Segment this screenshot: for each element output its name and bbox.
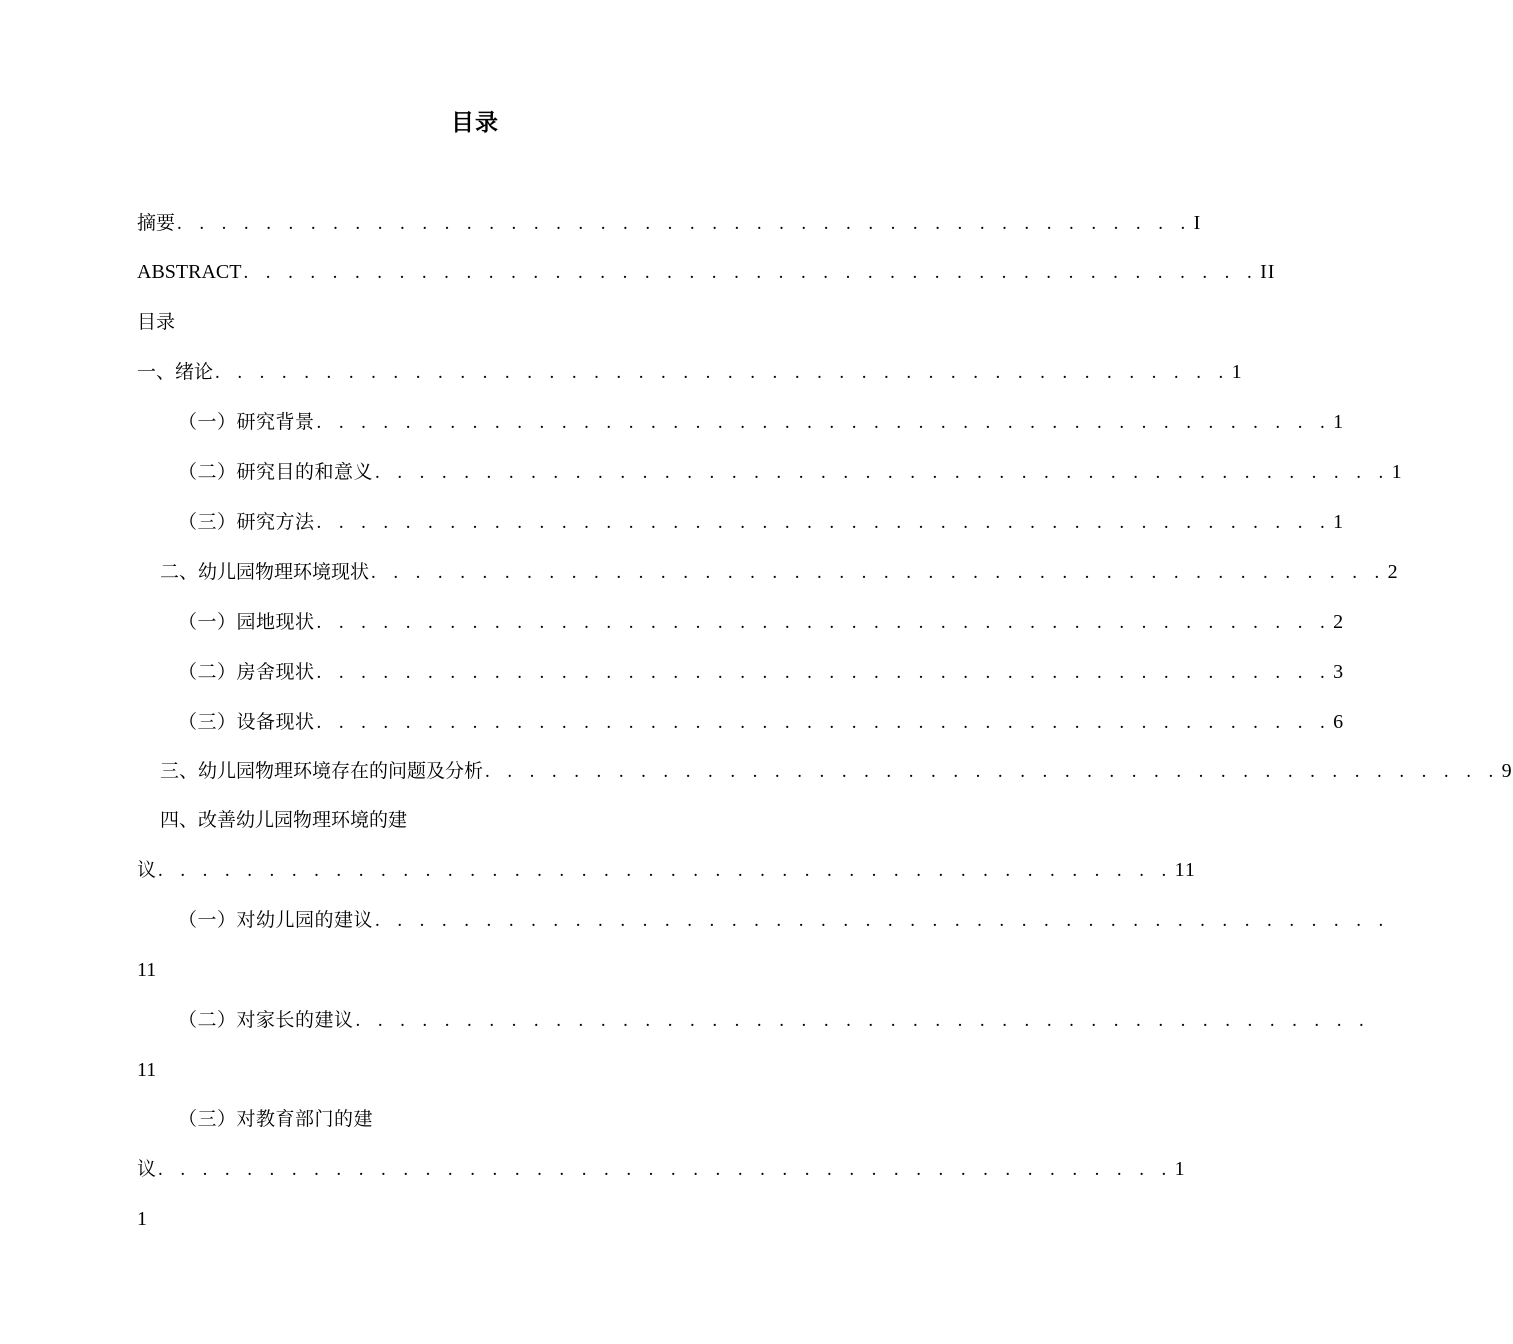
toc-leader-dots: . . . . . . . . . . . . . . . . . . . . . . . . . . . . . . . . . . . . . . . . . . . . . . — [177, 213, 1192, 234]
toc-entry-label: ABSTRACT — [137, 261, 242, 283]
toc-entry-4-3[interactable] — [178, 1102, 678, 1136]
toc-page-number: 11 — [1174, 859, 1196, 881]
toc-leader-dots: . . . . . . . . . . . . . . . . . . . . . . . . . . . . . . . . . . . . . . . . . . . . . . — [316, 662, 1332, 683]
toc-entry-label: （三）研究方法 — [178, 511, 315, 533]
toc-entry-4-3-page-wrap[interactable] — [137, 1202, 337, 1236]
toc-leader-dots: . . . . . . . . . . . . . . . . . . . . . . . . . . . . . . . . . . . . . . . . . . . . . . — [375, 462, 1390, 483]
toc-entry-label: 一、绪论 — [137, 361, 214, 383]
toc-entry-1-3[interactable] — [178, 505, 1345, 539]
toc-entry-4-2[interactable] — [178, 1003, 1371, 1037]
toc-page-number: 1 — [1174, 1158, 1186, 1180]
toc-entry-4-3-cont[interactable] — [137, 1152, 1186, 1186]
toc-entry-4-1-page[interactable] — [137, 953, 337, 987]
toc-entry-label: 摘要 — [137, 212, 176, 234]
toc-entry-label: （三）对教育部门的建 — [178, 1108, 374, 1130]
toc-page-number: 1 — [1333, 411, 1345, 433]
toc-entry-4-1[interactable] — [178, 903, 1390, 937]
toc-entry-label-cont: 议 — [137, 859, 157, 881]
toc-leader-dots: . . . . . . . . . . . . . . . . . . . . . . . . . . . . . . . . . . . . . . . . . . . . . . — [316, 512, 1332, 533]
toc-leader-dots: . . . . . . . . . . . . . . . . . . . . . . . . . . . . . . . . . . . . . . . . . . . . . . — [316, 612, 1332, 633]
toc-entry-chapter-3[interactable] — [160, 754, 1513, 788]
toc-entry-1-1[interactable] — [178, 405, 1345, 439]
toc-entry-4-2-page[interactable] — [137, 1053, 337, 1087]
toc-entry-2-1[interactable] — [178, 605, 1345, 639]
toc-page-number: II — [1260, 261, 1276, 283]
toc-page-number: I — [1193, 212, 1202, 234]
toc-page-number: 6 — [1333, 711, 1345, 733]
toc-page-number: 3 — [1333, 661, 1345, 683]
toc-entry-label: 四、改善幼儿园物理环境的建 — [160, 809, 408, 831]
toc-entry-1-2[interactable] — [178, 455, 1403, 489]
toc-leader-dots: . . . . . . . . . . . . . . . . . . . . . . . . . . . . . . . . . . . . . . . . . . . . . . — [316, 712, 1332, 733]
toc-leader-dots: . . . . . . . . . . . . . . . . . . . . . . . . . . . . . . . . . . . . . . . . . . . . . . — [316, 412, 1332, 433]
toc-entry-label: （一）园地现状 — [178, 611, 315, 633]
toc-page-number: 1 — [1333, 511, 1345, 533]
toc-entry-2-3[interactable] — [178, 705, 1345, 739]
toc-entry-label: 二、幼儿园物理环境现状 — [160, 561, 370, 583]
toc-page-number: 1 — [1231, 361, 1243, 383]
toc-entry-label-cont: 议 — [137, 1158, 157, 1180]
toc-entry-chapter-4-cont[interactable] — [137, 853, 1196, 887]
toc-entry-label: （二）房舍现状 — [178, 661, 315, 683]
toc-page-number: 2 — [1387, 561, 1399, 583]
toc-entry-label: 三、幼儿园物理环境存在的问题及分析 — [160, 760, 484, 782]
toc-entry-label: （一）对幼儿园的建议 — [178, 909, 374, 931]
toc-leader-dots: . . . . . . . . . . . . . . . . . . . . . . . . . . . . . . . . . . . . . . . . . . . . . . — [158, 1159, 1173, 1180]
toc-leader-dots: . . . . . . . . . . . . . . . . . . . . . . . . . . . . . . . . . . . . . . . . . . . . . . — [243, 262, 1259, 283]
toc-entry-chapter-2[interactable] — [160, 555, 1399, 589]
toc-entry-label: （一）研究背景 — [178, 411, 315, 433]
toc-entry-abstract-cn[interactable] — [137, 206, 1202, 240]
toc-page-number: 9 — [1501, 760, 1513, 782]
toc-page-number-cont: 1 — [137, 1208, 147, 1230]
toc-page-number: 11 — [137, 959, 157, 981]
toc-title: 目录 — [451, 110, 499, 136]
toc-entry-contents[interactable] — [137, 305, 437, 339]
toc-page-number: 1 — [1391, 461, 1403, 483]
toc-page-number: 11 — [137, 1059, 157, 1081]
toc-entry-abstract-en[interactable] — [137, 255, 1276, 289]
toc-entry-2-2[interactable] — [178, 655, 1345, 689]
toc-leader-dots: . . . . . . . . . . . . . . . . . . . . . . . . . . . . . . . . . . . . . . . . . . . . . . — [371, 562, 1386, 583]
toc-leader-dots: . . . . . . . . . . . . . . . . . . . . . . . . . . . . . . . . . . . . . . . . . . . . . . — [355, 1010, 1371, 1031]
toc-entry-chapter-4[interactable] — [160, 803, 660, 837]
toc-leader-dots: . . . . . . . . . . . . . . . . . . . . . . . . . . . . . . . . . . . . . . . . . . . . . . — [215, 362, 1230, 383]
toc-leader-dots: . . . . . . . . . . . . . . . . . . . . . . . . . . . . . . . . . . . . . . . . . . . . . . — [485, 761, 1500, 782]
toc-leader-dots: . . . . . . . . . . . . . . . . . . . . . . . . . . . . . . . . . . . . . . . . . . . . . . — [375, 910, 1390, 931]
toc-entry-label: 目录 — [137, 311, 176, 333]
toc-entry-label: （二）对家长的建议 — [178, 1009, 354, 1031]
toc-entry-label: （三）设备现状 — [178, 711, 315, 733]
toc-page-number: 2 — [1333, 611, 1345, 633]
toc-leader-dots: . . . . . . . . . . . . . . . . . . . . . . . . . . . . . . . . . . . . . . . . . . . . . . — [158, 860, 1173, 881]
toc-entry-label: （二）研究目的和意义 — [178, 461, 374, 483]
toc-entry-chapter-1[interactable] — [137, 355, 1243, 389]
